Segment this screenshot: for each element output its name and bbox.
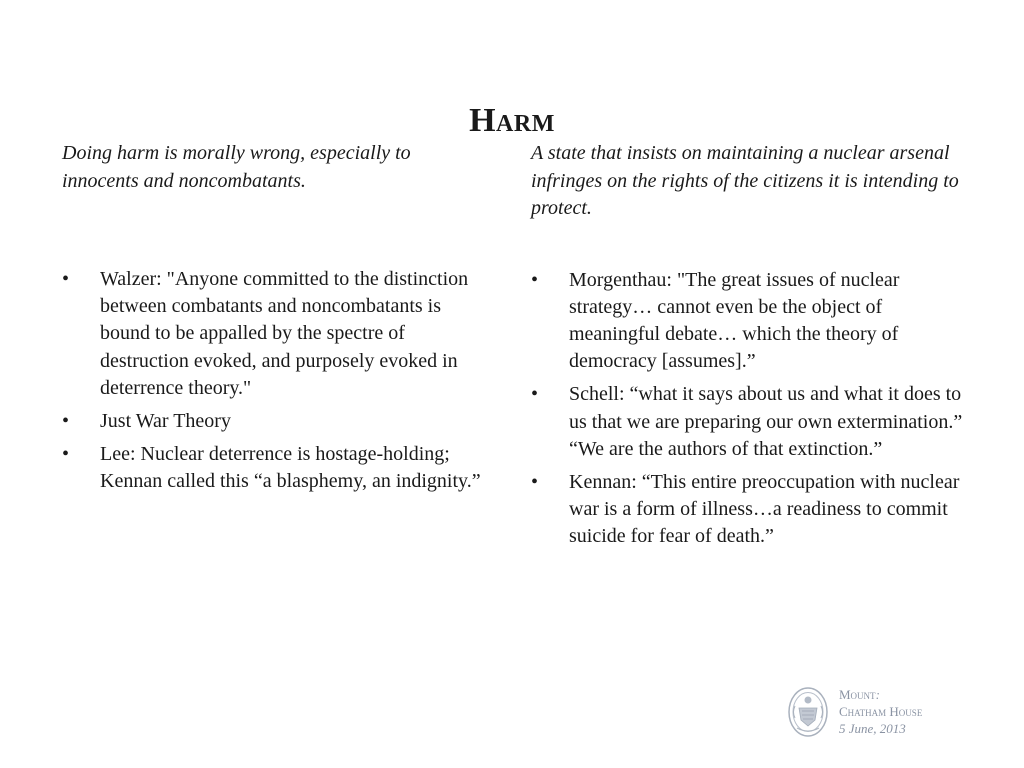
list-item xyxy=(62,266,492,402)
bullet-icon: • xyxy=(531,268,539,291)
bullet-text: Walzer: "Anyone committed to the distinction between combatants and noncombatants is bound to be appalled by the spectre of destruction evoked, and purposely evoked in deterrence theory." xyxy=(100,268,469,399)
list-item xyxy=(62,441,492,495)
bullet-text: Lee: Nuclear deterrence is hostage-holding; Kennan called this “a blasphemy, an indignity.” xyxy=(100,443,481,493)
left-bullet-list xyxy=(62,266,492,496)
footer-venue-colon: : xyxy=(875,687,880,702)
university-seal-icon xyxy=(787,686,829,738)
right-lead-statement: A state that insists on maintaining a nuclear arsenal infringes on the rights of the citizens it is intending to protect. xyxy=(531,142,959,219)
bullet-icon: • xyxy=(62,443,70,466)
bullet-text: Just War Theory xyxy=(100,410,231,433)
bullet-text: Kennan: “This entire preoccupation with nuclear war is a form of illness…a readiness to commit suicide for fear of death.” xyxy=(569,470,960,548)
footer-venue-name: Mount xyxy=(839,687,876,702)
bullet-icon: • xyxy=(531,383,539,406)
footer-venue-line xyxy=(839,686,922,703)
footer xyxy=(787,686,967,742)
footer-date: 5 June, 2013 xyxy=(839,721,906,736)
bullet-text: Morgenthau: "The great issues of nuclear strategy… cannot even be the object of meaningful debate… which the theory of democracy [assumes].” xyxy=(569,268,900,373)
right-column xyxy=(531,140,971,557)
footer-caption xyxy=(839,686,922,737)
list-item xyxy=(531,469,971,551)
bullet-icon: • xyxy=(531,470,539,493)
list-item xyxy=(62,408,492,435)
footer-organization: Chatham House xyxy=(839,704,923,719)
list-item xyxy=(531,381,971,463)
bullet-text: Schell: “what it says about us and what it does to us that we are preparing our own extermination.” “We are the authors of that extinction.” xyxy=(569,383,963,460)
bullet-icon: • xyxy=(62,268,70,290)
right-bullet-list xyxy=(531,267,971,551)
slide-title: Harm xyxy=(469,101,555,139)
bullet-icon: • xyxy=(62,410,70,433)
left-lead-statement: Doing harm is morally wrong, especially to innocents and noncombatants. xyxy=(62,142,411,192)
list-item xyxy=(531,267,971,376)
left-column xyxy=(62,140,492,502)
